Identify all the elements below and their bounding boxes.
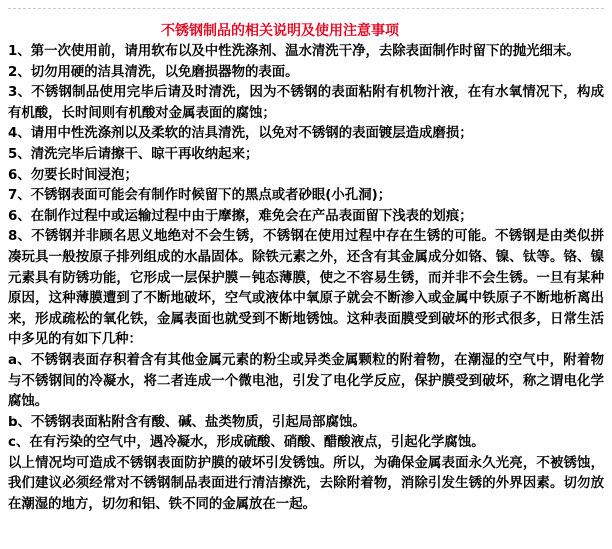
paragraph-b: b、不锈钢表面粘附含有酸、碱、盐类物质，引起局部腐蚀。 [8, 414, 366, 430]
document-body [8, 42, 604, 516]
paragraph-2: 2、切勿用硬的洁具清洗，以免磨损器物的表面。 [8, 64, 299, 80]
paragraph-5: 5、清洗完毕后请擦干、晾干再收纳起来； [8, 146, 259, 162]
paragraph-1: 1、第一次使用前，请用软布以及中性洗涤剂、温水清洗干净，去除表面制作时留下的抛光细末。 [8, 44, 580, 59]
paragraph-9: 8、不锈钢并非顾名思义地绝对不会生锈，不锈钢在使用过程中存在生锈的可能。不锈钢是由类似拼凑玩具一般按原子排列组成的水晶固体。除铁元素之外，还含有其金属成分如铬、镍、钛等。铬、镍元素具有防锈功能，它形成一层保护膜－钝态薄膜，使之不容易生锈，而并非不会生锈。一旦有某种原因，这种薄膜遭到了不断地破坏，空气或液体中氧原子就会不断渗入或金属中铁原子不断地析离出来，形成疏松的氧化铁，金属表面也就受到不断地锈蚀。这种表面膜受到破坏的形式很多，日常生活中多见的有如下几种： [8, 229, 604, 348]
paragraph-4: 4、请用中性洗涤剂以及柔软的洁具清洗，以免对不锈钢的表面镀层造成磨损； [8, 126, 473, 142]
paragraph-3: 3、不锈钢制品使用完毕后请及时清洗，因为不锈钢的表面粘附有机物汁液，在有水氧情况下，构成有机酸，长时间则有机酸对金属表面的腐蚀； [8, 85, 604, 121]
paragraph-summary: 以上情况均可造成不锈钢表面防护膜的破坏引发锈蚀。所以，为确保金属表面永久光亮，不被锈蚀，我们建议必须经常对不锈钢制品表面进行清洁擦洗，去除附着物，消除引发生锈的外界因素。切勿放在潮湿的地方，切勿和铝、铁不同的金属放在一起。 [8, 455, 604, 513]
top-divider [8, 8, 604, 9]
paragraph-a: a、不锈钢表面存积着含有其他金属元素的粉尘或异类金属颗粒的附着物，在潮湿的空气中，附着物与不锈钢间的冷凝水，将二者连成一个微电池，引发了电化学反应，保护膜受到破坏，称之谓电化学腐蚀。 [8, 352, 604, 410]
document-title: 不锈钢制品的相关说明及使用注意事项 [161, 23, 399, 39]
paragraph-6: 6、勿要长时间浸泡； [8, 167, 138, 183]
paragraph-7: 7、不锈钢表面可能会有制作时候留下的黑点或者砂眼(小孔洞)； [8, 188, 392, 204]
paragraph-c: c、在有污染的空气中，遇冷凝水，形成硫酸、硝酸、醋酸液点，引起化学腐蚀。 [8, 435, 485, 451]
paragraph-8: 6、在制作过程中或运输过程中由于摩擦，难免会在产品表面留下浅表的划痕； [8, 208, 473, 224]
